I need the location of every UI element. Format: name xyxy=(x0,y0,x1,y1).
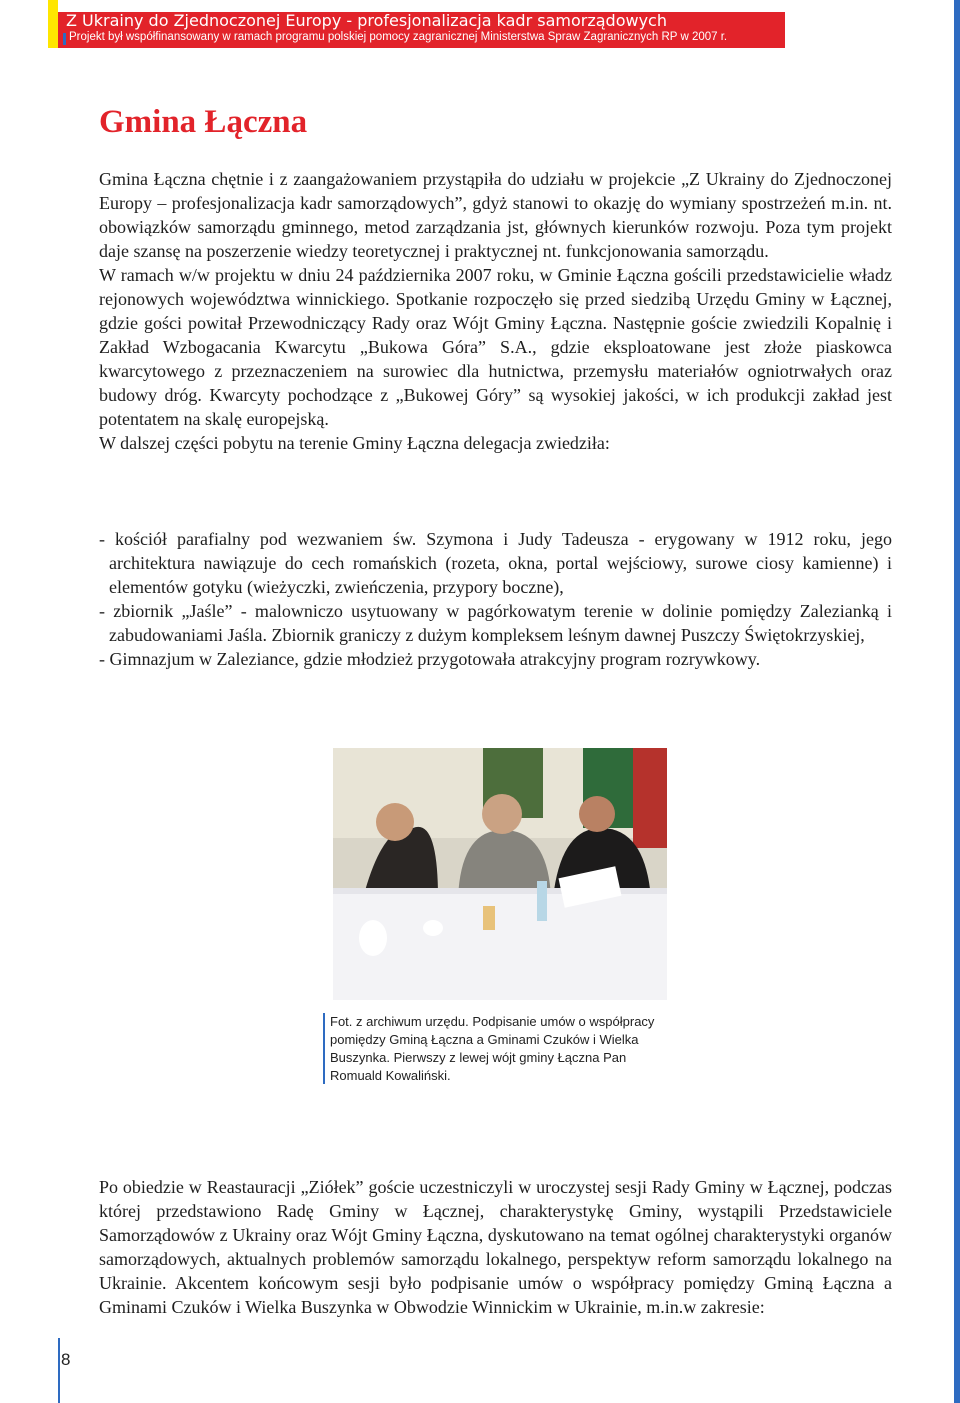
visited-places-list xyxy=(99,527,892,671)
list-item-reservoir: - zbiornik „Jaśle” - malowniczo usytuowany w pagórkowatym terenie w dolinie pomiędzy Zalezianką i zabudowaniami Jaśla. Zbiornik graniczy z dużym kompleksem leśnym dawnej Puszczy Świętokrzyskiej, xyxy=(99,601,892,645)
photo-caption: Fot. z archiwum urzędu. Podpisanie umów o współpracy pomiędzy Gminą Łączna a Gminami Czuków i Wielka Buszynka. Pierwszy z lewej wójt gminy Łączna Pan Romuald Kowaliński. xyxy=(330,1014,655,1083)
header-yellow-stripe xyxy=(48,0,58,48)
header-blue-marker xyxy=(63,33,66,45)
page-number: 8 xyxy=(61,1350,71,1369)
page-title: Gmina Łączna xyxy=(99,104,308,140)
footer-accent-line xyxy=(58,1338,60,1403)
closing-paragraph: Po obiedzie w Reastauracji „Ziółek” goście uczestniczyli w uroczystej sesji Rady Gminy w Łącznej, podczas której przedstawiono Radę Gminy w Łącznej, charakterystykę Gminy, wystąpili Przedstawiciele Samorządowów z Ukrainy oraz Wójt Gminy Łączna, dyskutowano na temat ogólnej charakterystyki organów samorządowych, aktualnych problemów samorządu lokalnego, perspektyw reform samorządu lokalnego na Ukrainie. Akcentem końcowym sesji było podpisanie umów o współpracy pomiędzy Gminą Łączna a Gminami Czuków i Wielka Buszynka w Obwodzie Winnickim w Ukrainie, m.in.w zakresie: xyxy=(99,1177,892,1317)
closing-text xyxy=(99,1175,892,1319)
intro-text xyxy=(99,167,892,455)
right-edge-stripe xyxy=(954,0,960,1403)
list-item-gymnasium: - Gimnazjum w Zaleziance, gdzie młodzież przygotowała atrakcyjny program rozrywkowy. xyxy=(99,649,761,669)
signing-photo xyxy=(333,748,667,1000)
header-subtitle: Projekt był współfinansowany w ramach programu polskiej pomocy zagranicznej Ministerstwa Spraw Zagranicznych RP w 2007 r. xyxy=(69,31,728,43)
paragraph-2: W ramach w/w projektu w dniu 24 października 2007 roku, w Gminie Łączna gościli przedstawicielie władz rejonowych województwa winnickiego. Spotkanie rozpoczęło się przed siedzibą Urzędu Gminy w Łącznej, gdzie gości powitał Przewodniczący Rady oraz Wójt Gminy Łączna. Następnie goście zwiedzili Kopalnię i Zakład Wzbogacania Kwarcytu „Bukowa Góra” S.A., gdzie eksploatowane jest złoże piaskowca kwarcytowego z przeznaczeniem na surowiec dla hutnictwa, przemysłu materiałów ogniotrwałych oraz budowy dróg. Kwarcyty pochodzące z „Bukowej Góry” są wysokiej jakości, w ich produkcji zakład jest potentatem na skalę europejską. xyxy=(99,265,892,429)
header-title: Z Ukrainy do Zjednoczonej Europy - profesjonalizacja kadr samorządowych xyxy=(66,11,667,30)
paragraph-3: W dalszej części pobytu na terenie Gminy Łączna delegacja zwiedziła: xyxy=(99,433,610,453)
caption-accent-bar xyxy=(323,1013,325,1084)
list-item-church: - kościół parafialny pod wezwaniem św. Szymona i Judy Tadeusza - erygowany w 1912 roku, jego architektura nawiązuje do cech romańskich (rozeta, okna, portal wejściowy, surowe ciosy kamienne) i elementów gotyku (wieżyczki, zwieńczenia, przypory boczne), xyxy=(99,529,892,597)
paragraph-1: Gmina Łączna chętnie i z zaangażowaniem przystąpiła do udziału w projekcie „Z Ukrainy do Zjednoczonej Europy – profesjonalizacja kadr samorządowych”, gdyż stanowi to okazję do wymiany spostrzeżeń m.in. nt. obowiązków samorządu gminnego, metod zarządzania jst, głównych kierunków rozwoju. Poza tym projekt daje szansę na poszerzenie wiedzy teoretycznej i praktycznej nt. funkcjonowania samorządu. xyxy=(99,169,892,261)
